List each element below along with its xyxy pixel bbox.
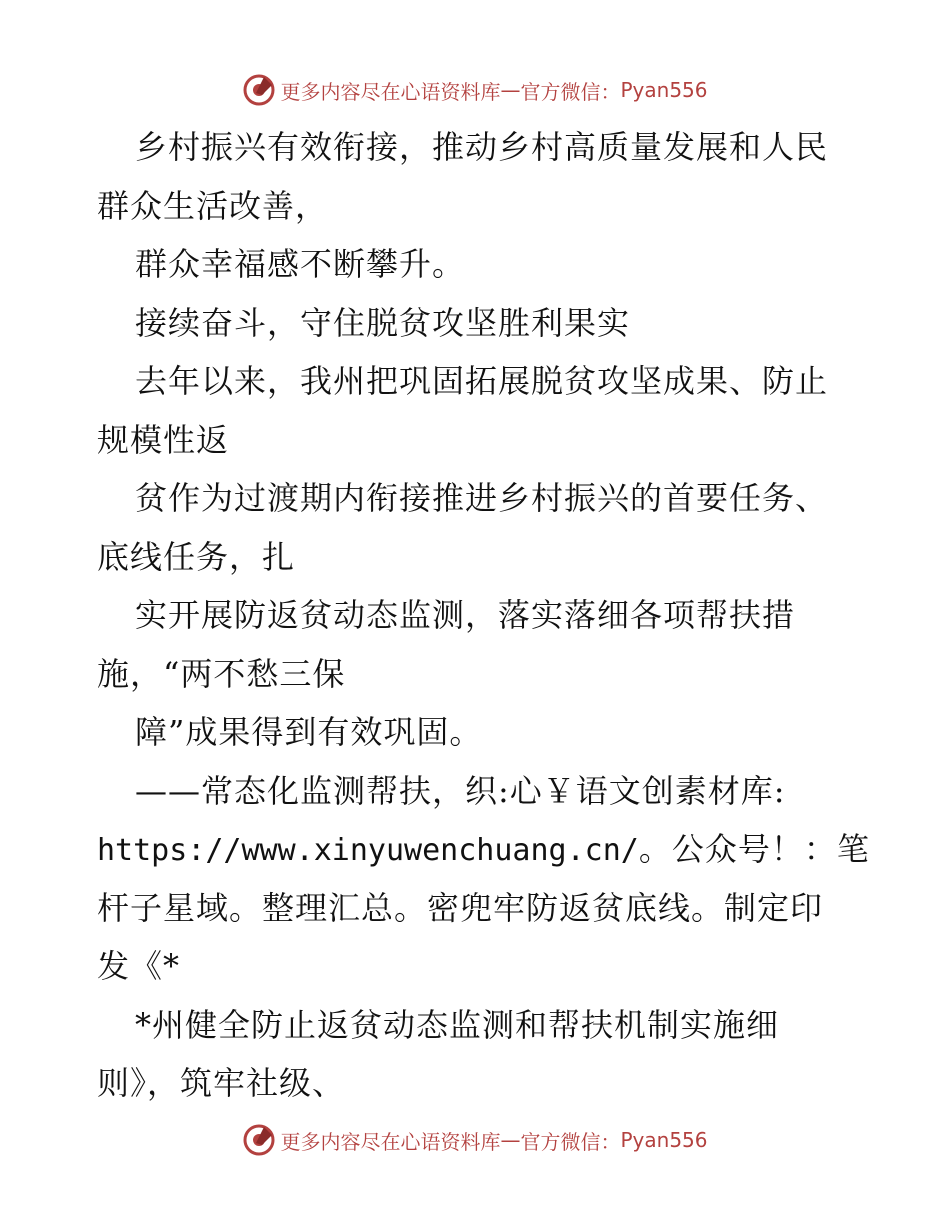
text-line: 群众生活改善， [97, 186, 329, 225]
text-line: 施，“两不愁三保 [97, 654, 346, 693]
text-line: 去年以来，我州把巩固拓展脱贫攻坚成果、防止 [135, 362, 829, 400]
text-line: 乡村振兴有效衔接，推动乡村高质量发展和人民 [135, 128, 829, 166]
text-line: 底线任务，扎 [97, 537, 296, 576]
banner-dash: — [500, 78, 521, 102]
text-line: *州健全防止返贫动态监测和帮扶机制实施细 [135, 1005, 780, 1044]
text-line: 群众幸福感不断攀升。 [135, 245, 466, 283]
website-url-text: https://www.xinyuwenchuang.cn/ [97, 833, 639, 868]
footer-watermark-banner [0, 1120, 950, 1160]
text-line: 规模性返 [97, 420, 230, 459]
text-line: 则》，筑牢社级、 [97, 1064, 346, 1102]
banner-text: 更多内容尽在心语资料库 [280, 1129, 501, 1154]
text-line: 发《* [97, 947, 181, 985]
section-heading: 接续奋斗，守住脱贫攻坚胜利果实 [135, 303, 631, 342]
brand-logo-icon [242, 73, 276, 107]
banner-wechat-id: Pyan556 [620, 78, 708, 102]
text-line: 障”成果得到有效巩固。 [135, 713, 483, 751]
document-body [97, 118, 870, 1113]
text-line: 实开展防返贫动态监测，落实落细各项帮扶措 [135, 596, 796, 634]
text-line: 杆子星域。整理汇总。密兜牢防返贫底线。制定印 [97, 888, 824, 927]
header-watermark-banner [0, 70, 950, 110]
text-line: ——常态化监测帮扶，织:心￥语文创素材库: [135, 771, 786, 810]
text-line-url [97, 820, 870, 879]
banner-wechat-label: 官方微信： [520, 79, 621, 104]
banner-wechat-id: Pyan556 [620, 1128, 708, 1152]
text-line: 贫作为过渡期内衔接推进乡村振兴的首要任务、 [135, 479, 829, 517]
banner-wechat-label: 官方微信： [520, 1129, 621, 1154]
banner-dash: — [500, 1128, 521, 1152]
banner-text: 更多内容尽在心语资料库 [280, 79, 501, 104]
brand-logo-icon [242, 1123, 276, 1157]
text-fragment: 。公众号！：笔 [638, 830, 870, 868]
